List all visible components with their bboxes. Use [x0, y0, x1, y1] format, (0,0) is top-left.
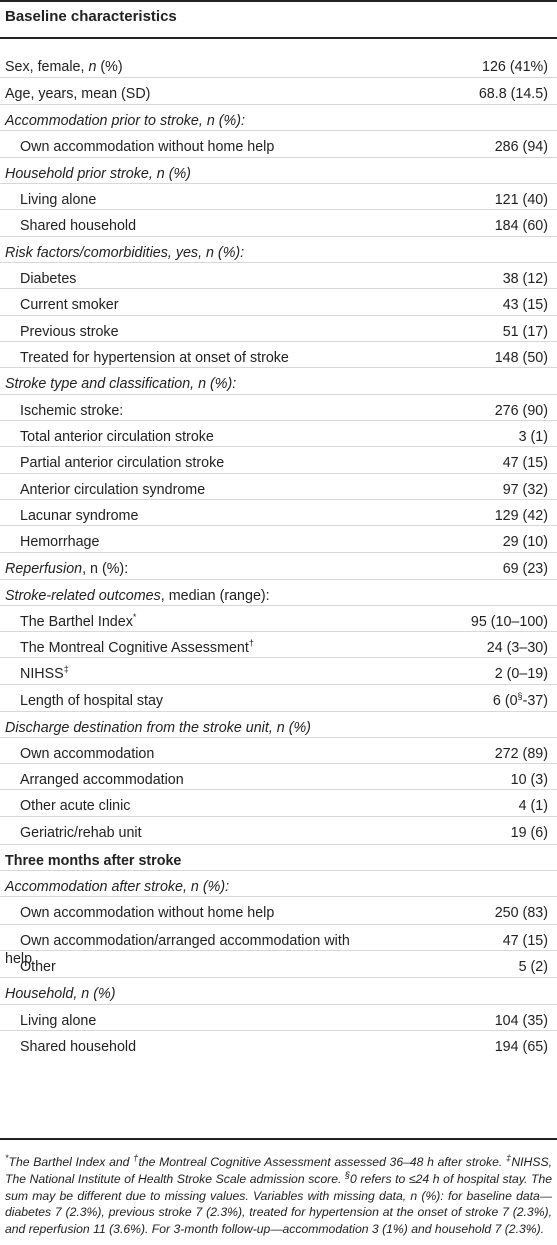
- row-value: 10 (3): [510, 772, 548, 788]
- row-label: Stroke-related outcomes, median (range):: [5, 588, 270, 604]
- table-row: [0, 771, 557, 797]
- row-label: Risk factors/comorbidities, yes, n (%):: [5, 245, 245, 261]
- row-separator: [0, 315, 557, 316]
- row-value: 286 (94): [494, 139, 548, 155]
- row-label: Lacunar syndrome: [20, 508, 139, 524]
- row-value: 3 (1): [518, 429, 548, 445]
- row-label: Ischemic stroke:: [20, 403, 124, 419]
- row-label: Own accommodation without home help: [20, 139, 275, 155]
- row-value: 95 (10–100): [470, 614, 548, 630]
- row-value: 47 (15): [502, 933, 548, 949]
- row-separator: [0, 499, 557, 500]
- row-value: 250 (83): [494, 905, 548, 921]
- row-label: Other acute clinic: [20, 798, 131, 814]
- table-row: [0, 639, 557, 665]
- row-label: Age, years, mean (SD): [5, 86, 151, 102]
- row-value: 276 (90): [494, 403, 548, 419]
- row-label: NIHSS‡: [20, 664, 69, 682]
- row-separator: [0, 631, 557, 632]
- table-row: [0, 58, 557, 84]
- row-value: 68.8 (14.5): [478, 86, 548, 102]
- table-row: [0, 507, 557, 533]
- row-label: Shared household: [20, 218, 137, 234]
- row-label: Discharge destination from the stroke unit, n (%): [5, 720, 311, 736]
- row-value: 148 (50): [494, 350, 548, 366]
- table-row: [0, 112, 557, 138]
- row-separator: [0, 367, 557, 368]
- row-separator: [0, 1004, 557, 1005]
- row-label: Living alone: [20, 1013, 97, 1029]
- row-label: Shared household: [20, 1039, 137, 1055]
- row-separator: [0, 977, 557, 978]
- row-separator: [0, 896, 557, 897]
- row-separator: [0, 183, 557, 184]
- table-row: [0, 138, 557, 164]
- row-separator: [0, 552, 557, 553]
- table-row: [0, 349, 557, 375]
- row-label: The Barthel Index*: [20, 612, 137, 630]
- table-row: [0, 191, 557, 217]
- table-row: [0, 587, 557, 613]
- row-label: Previous stroke: [20, 324, 119, 340]
- row-label: Hemorrhage: [20, 534, 100, 550]
- row-separator: [0, 77, 557, 78]
- row-label: Accommodation prior to stroke, n (%):: [5, 113, 245, 129]
- table-row: [0, 904, 557, 930]
- row-value: 126 (41%): [482, 59, 548, 75]
- table-row: [0, 878, 557, 904]
- table-row: [0, 85, 557, 111]
- table-row: [0, 1038, 557, 1064]
- row-value: 104 (35): [494, 1013, 548, 1029]
- row-value: 129 (42): [494, 508, 548, 524]
- row-label: Total anterior circulation stroke: [20, 429, 214, 445]
- row-label: Own accommodation without home help: [20, 905, 275, 921]
- table-row: [0, 852, 557, 878]
- row-separator: [0, 473, 557, 474]
- row-separator: [0, 130, 557, 131]
- row-value: 2 (0–19): [494, 666, 548, 682]
- row-label: Anterior circulation syndrome: [20, 482, 206, 498]
- table-row: [0, 719, 557, 745]
- table-row: [0, 533, 557, 559]
- row-label: Own accommodation/arranged accommodation with help: [5, 933, 350, 967]
- row-value: 47 (15): [502, 455, 548, 471]
- row-label: Diabetes: [20, 271, 77, 287]
- row-label: Other: [20, 959, 56, 975]
- table-row: [0, 296, 557, 322]
- row-separator: [0, 844, 557, 845]
- row-label: The Montreal Cognitive Assessment†: [20, 638, 254, 656]
- row-value: 19 (6): [510, 825, 548, 841]
- table-row: [0, 428, 557, 454]
- table-row: [0, 217, 557, 243]
- row-value: 69 (23): [502, 561, 548, 577]
- row-separator: [0, 950, 557, 951]
- table-row: [0, 665, 557, 691]
- row-separator: [0, 924, 557, 925]
- row-label: Geriatric/rehab unit: [20, 825, 142, 841]
- row-label: Current smoker: [20, 297, 119, 313]
- row-label: Living alone: [20, 192, 97, 208]
- top-rule: [0, 0, 557, 2]
- row-value: 194 (65): [494, 1039, 548, 1055]
- row-value: 121 (40): [494, 192, 548, 208]
- row-value: 43 (15): [502, 297, 548, 313]
- row-value: 4 (1): [518, 798, 548, 814]
- table-row: [0, 745, 557, 771]
- row-separator: [0, 288, 557, 289]
- row-separator: [0, 1030, 557, 1031]
- row-separator: [0, 420, 557, 421]
- row-value: 6 (0§-37): [492, 691, 548, 709]
- row-label: Own accommodation: [20, 746, 155, 762]
- table-row: [0, 560, 557, 586]
- table-row: [0, 402, 557, 428]
- footnote: *The Barthel Index and †the Montreal Cognitive Assessment assessed 36–48 h after stroke. ‡NIHSS, The National Institute of Health Stroke Scale admission score. §0 refers to ≤24 h of hospital stay. The sum may be different due to missing values. Variables with missing data, n (%): for baseline data—diabetes 7 (2.3%), previous stroke 7 (2.3%), treated for hypertension at the onset of stroke 7 (2.3%), and reperfusion 11 (3.6%). For 3-month follow-up—accommodation 3 (1%) and household 7 (2.3%).: [5, 1152, 553, 1237]
- table-row: [0, 481, 557, 507]
- row-separator: [0, 870, 557, 871]
- table-row: [0, 165, 557, 191]
- table-row: [0, 613, 557, 639]
- row-label: Length of hospital stay: [20, 693, 164, 709]
- row-separator: [0, 525, 557, 526]
- row-separator: [0, 104, 557, 105]
- table-row: [0, 323, 557, 349]
- row-value: 24 (3–30): [486, 640, 548, 656]
- row-separator: [0, 711, 557, 712]
- row-separator: [0, 262, 557, 263]
- row-value: 272 (89): [494, 746, 548, 762]
- row-separator: [0, 157, 557, 158]
- header-rule: [0, 37, 557, 39]
- row-value: 184 (60): [494, 218, 548, 234]
- row-separator: [0, 657, 557, 658]
- row-value: 97 (32): [502, 482, 548, 498]
- row-label: Three months after stroke: [5, 853, 182, 869]
- table-row: [0, 958, 557, 984]
- row-label: Reperfusion, n (%):: [5, 561, 129, 577]
- row-separator: [0, 394, 557, 395]
- table-row: [0, 824, 557, 850]
- row-value: 38 (12): [502, 271, 548, 287]
- row-label: Partial anterior circulation stroke: [20, 455, 225, 471]
- row-value: 29 (10): [502, 534, 548, 550]
- table-row: [0, 454, 557, 480]
- row-separator: [0, 579, 557, 580]
- table-row: [0, 270, 557, 296]
- row-value: 5 (2): [518, 959, 548, 975]
- row-separator: [0, 684, 557, 685]
- table-row: [0, 692, 557, 718]
- row-label: Stroke type and classification, n (%):: [5, 376, 237, 392]
- row-separator: [0, 789, 557, 790]
- row-separator: [0, 816, 557, 817]
- row-value: 51 (17): [502, 324, 548, 340]
- row-separator: [0, 209, 557, 210]
- row-separator: [0, 605, 557, 606]
- table-row: [0, 244, 557, 270]
- row-label: Treated for hypertension at onset of stroke: [20, 350, 289, 366]
- row-separator: [0, 763, 557, 764]
- table-row: [0, 375, 557, 401]
- table-header: Baseline characteristics: [5, 8, 177, 25]
- row-label: Household prior stroke, n (%): [5, 166, 191, 182]
- row-label: Sex, female, n (%): [5, 59, 123, 75]
- bottom-rule: [0, 1138, 557, 1140]
- row-separator: [0, 446, 557, 447]
- table-row: [0, 1012, 557, 1038]
- row-label: Arranged accommodation: [20, 772, 184, 788]
- row-separator: [0, 236, 557, 237]
- row-separator: [0, 341, 557, 342]
- row-label: Accommodation after stroke, n (%):: [5, 879, 230, 895]
- table-row: [0, 797, 557, 823]
- row-label: Household, n (%): [5, 986, 116, 1002]
- table-row: [0, 985, 557, 1011]
- row-separator: [0, 737, 557, 738]
